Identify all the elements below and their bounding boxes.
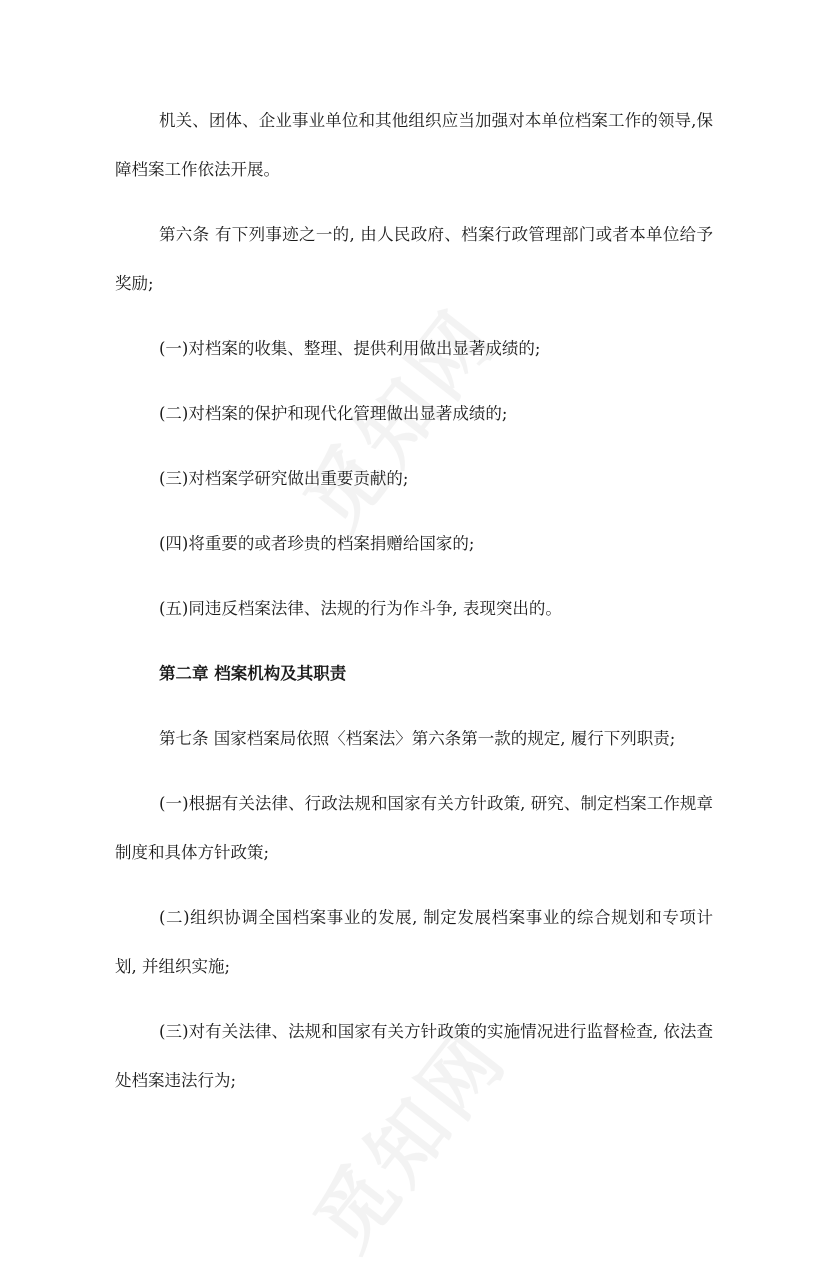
- article-6-item-3: (三)对档案学研究做出重要贡献的;: [159, 469, 409, 488]
- document-page: [115, 96, 713, 1105]
- article-7-item-3: (三)对有关法律、法规和国家有关方针政策的实施情况进行监督检查, 依法查处档案违法行为;: [115, 1022, 713, 1090]
- article-6-item-5: (五)同违反档案法律、法规的行为作斗争, 表现突出的。: [159, 599, 562, 618]
- article-7-item-1: (一)根据有关法律、行政法规和国家有关方针政策, 研究、制定档案工作规章制度和具体方针政策;: [115, 794, 713, 862]
- article-7-item-2: (二)组织协调全国档案事业的发展, 制定发展档案事业的综合规划和专项计划, 并组织实施;: [115, 908, 713, 976]
- article-6-item-4: (四)将重要的或者珍贵的档案捐赠给国家的;: [159, 534, 475, 553]
- article-7: 第七条 国家档案局依照〈档案法〉第六条第一款的规定, 履行下列职责;: [159, 729, 676, 748]
- chapter-2-heading: 第二章 档案机构及其职责: [159, 664, 347, 683]
- article-6: 第六条 有下列事迹之一的, 由人民政府、档案行政管理部门或者本单位给予奖励;: [115, 225, 713, 293]
- article-6-item-2: (二)对档案的保护和现代化管理做出显著成绩的;: [159, 404, 508, 423]
- paragraph-leadership: 机关、团体、企业事业单位和其他组织应当加强对本单位档案工作的领导,保障档案工作依法开展。: [115, 111, 713, 179]
- article-6-item-1: (一)对档案的收集、整理、提供利用做出显著成绩的;: [159, 339, 541, 358]
